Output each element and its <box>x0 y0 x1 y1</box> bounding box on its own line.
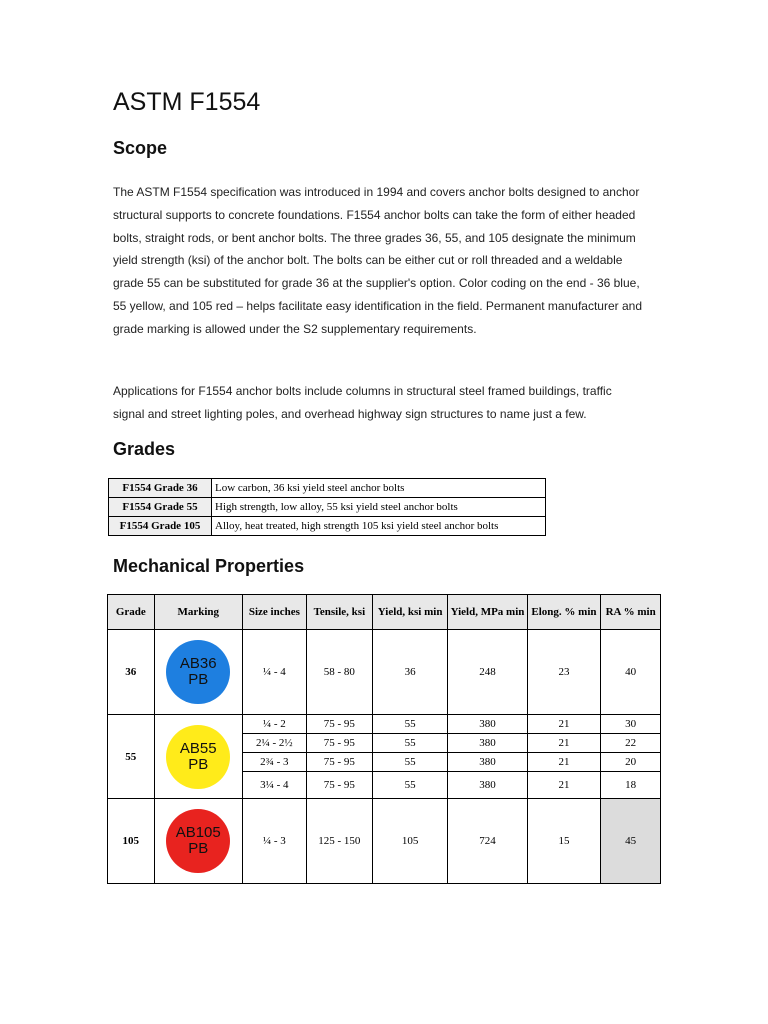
ra-cell: 18 <box>601 772 661 799</box>
yield-mpa-cell: 380 <box>448 753 527 772</box>
tensile-cell: 75 - 95 <box>306 772 372 799</box>
yield-ksi-cell: 55 <box>372 734 447 753</box>
table-row <box>108 630 661 715</box>
grades-table <box>108 478 546 536</box>
elong-cell: 15 <box>527 799 601 884</box>
ra-cell: 40 <box>601 630 661 715</box>
ra-cell: 45 <box>601 799 661 884</box>
grade-name: F1554 Grade 36 <box>109 479 212 498</box>
red-marking-disc <box>166 809 230 873</box>
elong-cell: 23 <box>527 630 601 715</box>
yield-mpa-cell: 724 <box>448 799 527 884</box>
grades-row <box>109 517 546 536</box>
marking-label: AB55 PB <box>179 739 217 773</box>
ra-cell: 30 <box>601 715 661 734</box>
grade-description: Alloy, heat treated, high strength 105 ksi yield steel anchor bolts <box>212 517 546 536</box>
tensile-cell: 125 - 150 <box>306 799 372 884</box>
header-size: Size inches <box>242 595 306 630</box>
grade-cell: 105 <box>108 799 155 884</box>
mechanical-properties-table <box>107 594 661 884</box>
scope-paragraph-2: Applications for F1554 anchor bolts include columns in structural steel framed buildings, traffic signal and street lighting poles, and overhead highway sign structures to name just a few. <box>113 384 612 421</box>
marking-cell <box>154 715 242 799</box>
header-grade: Grade <box>108 595 155 630</box>
yield-mpa-cell: 248 <box>448 630 527 715</box>
header-yield-mpa: Yield, MPa min <box>448 595 527 630</box>
size-cell: ¼ - 4 <box>242 630 306 715</box>
grades-heading: Grades <box>113 439 176 459</box>
tensile-cell: 75 - 95 <box>306 715 372 734</box>
yield-ksi-cell: 36 <box>372 630 447 715</box>
yield-mpa-cell: 380 <box>448 772 527 799</box>
header-ra: RA % min <box>601 595 661 630</box>
grade-description: High strength, low alloy, 55 ksi yield steel anchor bolts <box>212 498 546 517</box>
size-cell: 2¾ - 3 <box>242 753 306 772</box>
marking-cell <box>154 630 242 715</box>
size-cell: 2¼ - 2½ <box>242 734 306 753</box>
yield-ksi-cell: 55 <box>372 772 447 799</box>
marking-label: AB36 PB <box>179 655 217 688</box>
size-cell: 3¼ - 4 <box>242 772 306 799</box>
grade-name: F1554 Grade 55 <box>109 498 212 517</box>
header-marking: Marking <box>154 595 242 630</box>
elong-cell: 21 <box>527 734 601 753</box>
tensile-cell: 75 - 95 <box>306 753 372 772</box>
marking-label: AB105 PB <box>175 824 221 857</box>
yield-mpa-cell: 380 <box>448 715 527 734</box>
table-row <box>108 799 661 884</box>
table-row <box>108 715 661 734</box>
elong-cell: 21 <box>527 715 601 734</box>
grade-description: Low carbon, 36 ksi yield steel anchor bolts <box>212 479 546 498</box>
elong-cell: 21 <box>527 753 601 772</box>
yield-mpa-cell: 380 <box>448 734 527 753</box>
yield-ksi-cell: 55 <box>372 753 447 772</box>
header-tensile: Tensile, ksi <box>306 595 372 630</box>
ra-cell: 22 <box>601 734 661 753</box>
scope-heading: Scope <box>113 138 168 158</box>
header-elong: Elong. % min <box>527 595 601 630</box>
ra-cell: 20 <box>601 753 661 772</box>
grades-row <box>109 479 546 498</box>
grade-name: F1554 Grade 105 <box>109 517 212 536</box>
grades-row <box>109 498 546 517</box>
yield-ksi-cell: 55 <box>372 715 447 734</box>
elong-cell: 21 <box>527 772 601 799</box>
marking-cell <box>154 799 242 884</box>
tensile-cell: 58 - 80 <box>306 630 372 715</box>
blue-marking-disc <box>166 640 230 704</box>
tensile-cell: 75 - 95 <box>306 734 372 753</box>
scope-paragraph-1: The ASTM F1554 specification was introduced in 1994 and covers anchor bolts designed to anchor structural supports to concrete foundations. F1554 anchor bolts can take the form of either headed bolts, straight rods, or bent anchor bolts. The three grades 36, 55, and 105 designate the minimum yield strength (ksi) of the anchor bolt. The bolts can be either cut or roll threaded and a weldable grade 55 can be substituted for grade 36 at the supplier's option. Color coding on the end - 36 blue, 55 yellow, and 105 red – helps facilitate easy identification in the field. Permanent manufacturer and grade marking is allowed under the S2 supplementary requirements. <box>113 185 642 336</box>
mechanical-heading: Mechanical Properties <box>113 556 305 576</box>
page-title: ASTM F1554 <box>113 88 261 116</box>
size-cell: ¼ - 2 <box>242 715 306 734</box>
size-cell: ¼ - 3 <box>242 799 306 884</box>
grade-cell: 55 <box>108 715 155 799</box>
grade-cell: 36 <box>108 630 155 715</box>
header-yield-ksi: Yield, ksi min <box>372 595 447 630</box>
yellow-marking-disc <box>166 725 230 789</box>
table-header-row <box>108 595 661 630</box>
yield-ksi-cell: 105 <box>372 799 447 884</box>
